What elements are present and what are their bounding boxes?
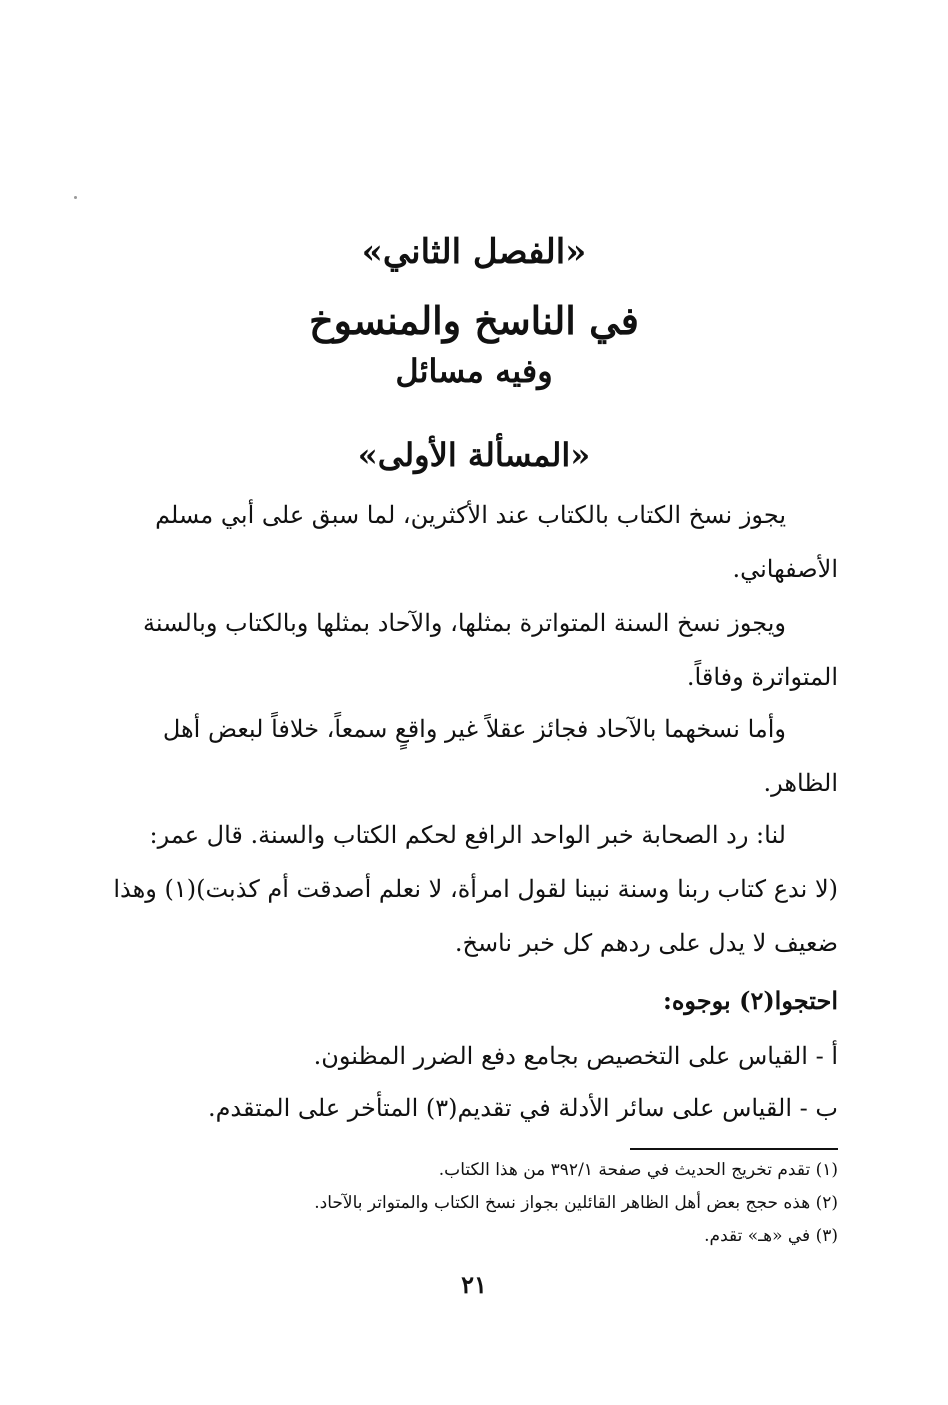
scan-speck xyxy=(74,196,77,199)
paragraph-line: وأما نسخهما بالآحاد فجائز عقلاً غير واقعٍ سمعاً، خلافاً لبعض أهل xyxy=(162,715,786,743)
page-number: ٢١ xyxy=(461,1270,487,1299)
footnote-2: (٢) هذه حجج بعض أهل الظاهر القائلين بجواز نسخ الكتاب والمتواتر بالآحاد. xyxy=(314,1193,838,1213)
footnotes xyxy=(140,1154,838,1253)
paragraph-line: الظاهر. xyxy=(763,769,838,797)
footnote-1: (١) تقدم تخريج الحديث في صفحة ٣٩٢/١ من هذا الكتاب. xyxy=(438,1160,838,1180)
chapter-subject: في الناسخ والمنسوخ xyxy=(309,298,639,343)
paragraph-line: المتواترة وفاقاً. xyxy=(686,663,838,691)
paragraph-line: (لا ندع كتاب ربنا وسنة نبينا لقول امرأة، لا نعلم أصدقت أم كذبت)(١) وهذا xyxy=(113,875,838,903)
paragraph-2 xyxy=(140,596,838,704)
section-title: «المسألة الأولى» xyxy=(357,436,591,474)
paragraph-4 xyxy=(113,808,838,970)
arguments-list xyxy=(140,1030,838,1134)
paragraph-line: ضعيف لا يدل على ردهم كل خبر ناسخ. xyxy=(454,929,838,957)
paragraph-3 xyxy=(140,702,838,810)
paragraph-line: ويجوز نسخ السنة المتواترة بمثلها، والآحاد بمثلها وبالكتاب وبالسنة xyxy=(143,609,786,637)
paragraph-line: يجوز نسخ الكتاب بالكتاب عند الأكثرين، لما سبق على أبي مسلم xyxy=(155,501,786,529)
list-item-a: أ - القياس على التخصيص بجامع دفع الضرر المظنون. xyxy=(313,1042,838,1070)
paragraph-line: الأصفهاني. xyxy=(732,555,838,583)
heading-line: احتجوا(٢) بوجوه: xyxy=(662,986,838,1015)
footnote-divider xyxy=(630,1148,838,1150)
chapter-note: وفيه مسائل xyxy=(395,352,553,390)
list-item-b: ب - القياس على سائر الأدلة في تقديم(٣) المتأخر على المتقدم. xyxy=(207,1094,838,1122)
paragraph-line: لنا: رد الصحابة خبر الواحد الرافع لحكم الكتاب والسنة. قال عمر: xyxy=(149,821,786,849)
chapter-title: «الفصل الثاني» xyxy=(361,232,587,272)
footnote-3: (٣) في «هـ» تقدم. xyxy=(704,1226,838,1246)
paragraph-1 xyxy=(140,488,838,596)
arguments-heading xyxy=(140,974,838,1028)
